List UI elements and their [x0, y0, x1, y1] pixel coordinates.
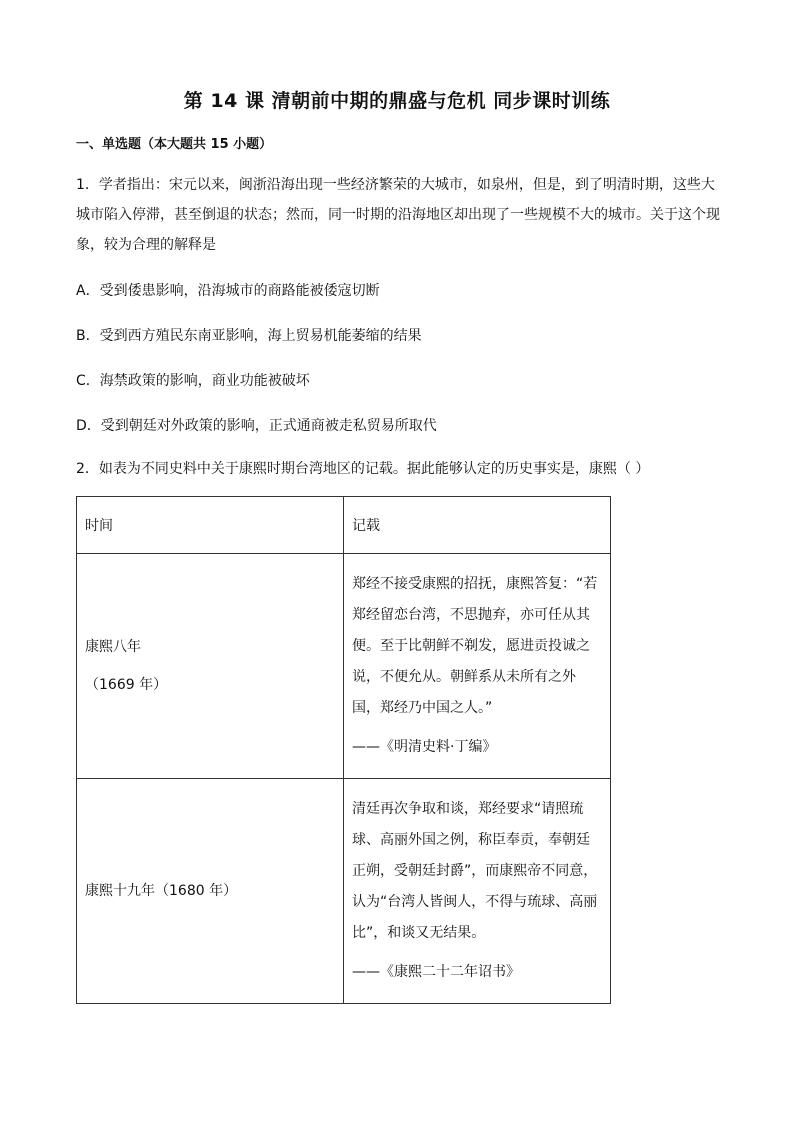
question-1-option-d: D．受到朝廷对外政策的影响，正式通商被走私贸易所取代 [76, 418, 437, 434]
table-row [77, 554, 611, 779]
question-1-option-b: B．受到西方殖民东南亚影响，海上贸易机能萎缩的结果 [76, 328, 422, 344]
question-2-stem: 2．如表为不同史料中关于康熙时期台湾地区的记载。据此能够认定的历史事实是，康熙（ ） [76, 461, 650, 477]
record-source: ——《康熙二十二年诏书》 [352, 964, 520, 980]
table-cell-time [77, 779, 344, 1004]
question-1-option-c: C．海禁政策的影响，商业功能被破坏 [76, 373, 310, 389]
history-records-table [76, 496, 611, 1004]
table-header-row [77, 497, 611, 554]
question-1-option-a: A．受到倭患影响，沿海城市的商路能被倭寇切断 [76, 283, 380, 299]
section-heading: 一、单选题（本大题共 15 小题） [76, 137, 273, 152]
table-cell-time [77, 554, 344, 779]
time-main: 康熙十九年（1680 年） [85, 883, 238, 899]
question-1-stem: 1．学者指出：宋元以来，闽浙沿海出现一些经济繁荣的大城市，如泉州，但是，到了明清时期，这些大城市陷入停滞，甚至倒退的状态；然而，同一时期的沿海地区却出现了一些规模不大的城市。关于这个现象，较为合理的解释是 [76, 177, 720, 253]
time-main: 康熙八年 [85, 639, 141, 655]
table-header-record: 记载 [344, 497, 611, 554]
table-header-time: 时间 [77, 497, 344, 554]
page-title: 第 14 课 清朝前中期的鼎盛与危机 同步课时训练 [183, 90, 611, 112]
table-row [77, 779, 611, 1004]
table-cell-record [344, 779, 611, 1004]
record-source: ——《明清史料·丁编》 [352, 739, 497, 755]
time-sub: （1669 年） [85, 677, 168, 693]
record-text: 郑经不接受康熙的招抚，康熙答复：“若郑经留恋台湾，不思抛弃，亦可任从其便。至于比朝鲜不剃发，愿进贡投诚之说，不便允从。朝鲜系从未所有之外国，郑经乃中国之人。” [352, 576, 598, 716]
table-cell-record [344, 554, 611, 779]
record-text: 清廷再次争取和谈，郑经要求“请照琉球、高丽外国之例，称臣奉贡，奉朝廷正朔，受朝廷封爵”，而康熙帝不同意，认为“台湾人皆闽人，不得与琉球、高丽比”，和谈又无结果。 [352, 801, 598, 941]
